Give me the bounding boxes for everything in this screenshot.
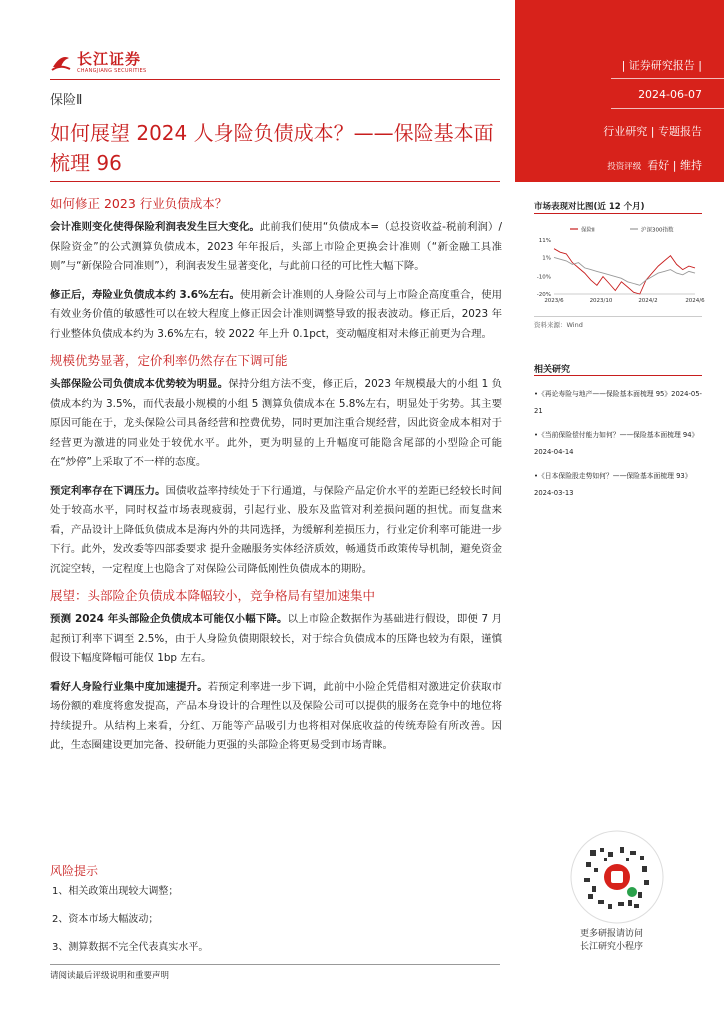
chart-source: 资料来源：Wind (534, 321, 583, 329)
x-tick-label: 2023/10 (589, 298, 613, 304)
paragraph-text: 此前我们使用“负债成本=（总投资收益-税前利润）/保险资金”的公式测算负债成本，2023 年年报后，头部上市险企更换会计准则（“新金融工具准则”与“新保险合同准则”），利润表发生显著变化，与此前口径的可比性大幅下降。 (50, 221, 502, 272)
disclaimer: 请阅读最后评级说明和重要声明 (50, 971, 170, 981)
panel-divider (611, 108, 724, 109)
rating-label: 投资评级 (607, 162, 642, 172)
changjiang-logo-icon (50, 52, 72, 74)
x-tick-label: 2024/2 (638, 298, 658, 304)
related-list (534, 386, 704, 509)
risk-list (52, 885, 208, 969)
risk-heading: 风险提示 (50, 864, 99, 878)
paragraph-text: 使用新会计准则的人身险公司与上市险企高度重合，使用有效业务价值的敏感性可以在较大程度上修正因会计准则调整导致的报表波动。修正后，2023 年行业整体负债成本约为 3.6%左右，较 2022 年上升 0.1pct，变动幅度相对未修正前更为合理。 (50, 288, 503, 340)
paragraph-lead: 会计准则变化使得保险利润表发生巨大变化。 (50, 221, 260, 233)
y-tick-label: 11% (538, 238, 551, 244)
legend-label: 保险Ⅱ (581, 227, 595, 234)
section (50, 196, 502, 344)
brand-logo (50, 50, 160, 76)
qr-caption-line: 更多研报请访问 (580, 929, 644, 939)
paragraph-lead: 头部保险公司负债成本优势较为明显。 (50, 378, 229, 390)
paragraph-text: 以上市险企数据作为基础进行假设，即便 7 月起预订利率下调至 2.5%，由于人身险负债期限较长，对于综合负债成本的压降也较为有限，谨慎假设下幅度降幅可能仅 1bp 左右。 (50, 613, 502, 664)
section (50, 588, 502, 756)
paragraph-lead: 修正后，寿险业负债成本约 3.6%左右。 (50, 288, 240, 301)
related-link[interactable]: •《日本保险股走势如何？——保险基本面梳理 93》2024-03-13 (534, 472, 692, 497)
report-body (50, 196, 502, 765)
y-tick-label: -20% (536, 292, 551, 298)
paragraph (50, 482, 502, 580)
paragraph (50, 610, 502, 669)
qr-code-icon[interactable] (570, 830, 664, 924)
section (50, 353, 502, 579)
legend-label: 沪深300指数 (641, 227, 674, 234)
qr-caption-line: 长江研究小程序 (580, 942, 644, 952)
paragraph-lead: 看好人身险行业集中度加速提升。 (50, 680, 208, 693)
section-heading: 展望：头部险企负债成本降幅较小，竞争格局有望加速集中 (50, 588, 376, 603)
related-link[interactable]: •《再论寿险与地产——保险基本面梳理 95》2024-05-21 (534, 390, 703, 415)
source-divider (534, 316, 702, 317)
brand-name: 长江证券 (77, 50, 142, 68)
paragraph-lead: 预测 2024 年头部险企负债成本可能仅小幅下降。 (50, 613, 288, 625)
rating-value: 看好 | 维持 (647, 159, 702, 172)
chart-title-divider (534, 213, 702, 214)
title-divider (50, 181, 500, 182)
y-tick-label: 1% (542, 255, 551, 262)
y-tick-label: -10% (536, 274, 551, 281)
x-tick-label: 2023/6 (544, 298, 564, 304)
section-heading: 如何修正 2023 行业负债成本？ (50, 196, 228, 211)
paragraph (50, 678, 502, 756)
paragraph (50, 286, 502, 345)
header-divider (50, 79, 500, 80)
footer-divider (50, 964, 500, 965)
report-date: 2024-06-07 (638, 88, 702, 101)
list-item: 3、测算数据不完全代表真实水平。 (52, 942, 209, 953)
rating (607, 157, 702, 173)
report-title: 如何展望 2024 人身险负债成本？——保险基本面梳理 96 (50, 121, 494, 175)
related-link[interactable]: •《当前保险偿付能力如何？——保险基本面梳理 94》2024-04-14 (534, 431, 699, 456)
market-performance-chart (530, 220, 705, 310)
report-kind: | 证券研究报告 | (621, 59, 702, 72)
paragraph-text: 国债收益率持续处于下行通道，与保险产品定价水平的差距已经较长时间处于较高水平，同时权益市场表现疲弱，引起行业、股东及监管对利差损问题的担忧。而复盘来看，产品设计上降低负债成本是海内外的共同选择，为缓解利差损压力，行业定价利率可能进一步下行。此外，发改委等四部委要求 提升金融服务实体经济质效，畅通货币政策传导机制，避免资金沉淀空转，一定程度上也隐含了对保险公司降低刚性负债成本的期盼。 (50, 484, 503, 575)
report-type: 行业研究 | 专题报告 (603, 125, 702, 138)
report-info-panel (515, 0, 724, 182)
related-heading: 相关研究 (534, 365, 571, 375)
brand-name-en: CHANGJIANG SECURITIES (77, 68, 147, 74)
related-divider (534, 375, 702, 376)
list-item: 1、相关政策出现较大调整； (52, 886, 179, 897)
series-line (554, 257, 695, 285)
paragraph (50, 375, 502, 473)
section-heading: 规模优势显著，定价利率仍然存在下调可能 (50, 353, 288, 368)
paragraph (50, 218, 502, 277)
industry-category: 保险Ⅱ (50, 93, 83, 108)
list-item: 2、资本市场大幅波动； (52, 914, 159, 925)
paragraph-text: 保持分组方法不变，修正后，2023 年规模最大的小组 1 负债成本约为 3.5%，而代表最小规模的小组 5 测算负债成本在 5.8%左右，明显处于劣势。其主要原因可能在于，龙头保险公司具备经营和控费优势，同时更加注重合规经营，因此资金成本相对于经营更为激进的同业处于较优水平。此外，更为明显的上升幅度可能隐含尾部的小型险企可能在“炒停”上采取了不一样的态度。 (50, 378, 502, 468)
panel-divider (611, 78, 724, 79)
paragraph-text: 若预定利率进一步下调，此前中小险企凭借相对激进定价获取市场份额的难度将愈发提高，产品本身设计的合理性以及保险公司可以提供的服务在竞争中的地位将持续提升。从结构上来看，分红、万能等产品吸引力也将相对保底收益的传统寿险有所改善。因此，生态圈建设更加完备、投研能力更强的头部险企将更易受到市场青睐。 (50, 680, 502, 751)
x-tick-label: 2024/6 (685, 298, 705, 304)
paragraph-lead: 预定利率存在下调压力。 (50, 484, 166, 497)
chart-title: 市场表现对比图(近 12 个月) (534, 202, 645, 212)
qr-caption (580, 928, 643, 954)
